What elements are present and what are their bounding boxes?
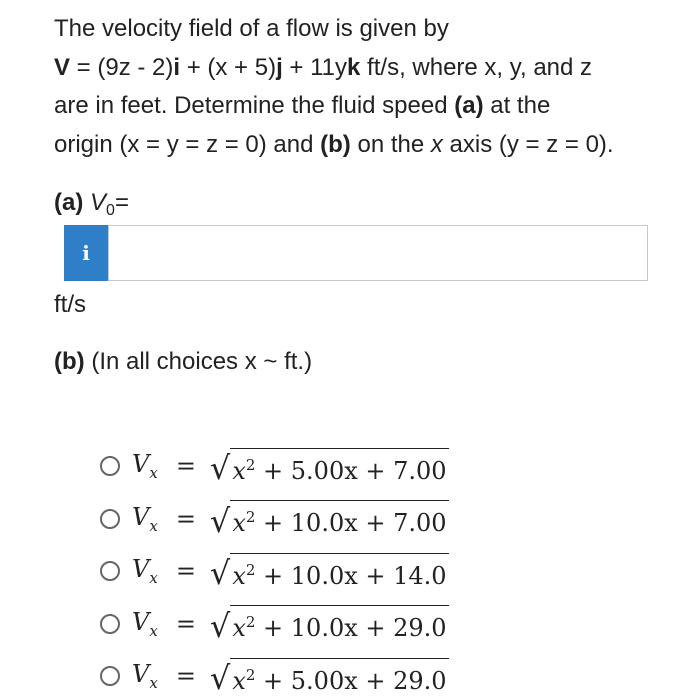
choice-formula: $V_x$ = √ $x^2 + 5.00x + 29.0$	[132, 659, 447, 698]
radio-button[interactable]	[100, 561, 120, 581]
radio-button[interactable]	[100, 666, 120, 686]
problem-line-3: are in feet. Determine the fluid speed (a) at the	[54, 92, 551, 119]
sqrt-icon: √	[209, 554, 231, 593]
problem-line-2: V = (9z - 2)i + (x + 5)j + 11yk ft/s, where x, y, and z	[54, 53, 593, 81]
choice-formula: $V_x$ = √ $x^2 + 10.0x + 14.0$	[132, 554, 447, 593]
vector-v: V	[54, 53, 71, 81]
choice-formula: $V_x$ = √ $x^2 + 5.00x + 7.00$	[132, 449, 447, 488]
answer-input-a[interactable]	[108, 225, 648, 281]
choice-option-1[interactable]	[100, 440, 520, 493]
sqrt-icon: √	[209, 501, 231, 540]
sqrt-icon: √	[209, 659, 231, 698]
choice-option-4[interactable]	[100, 598, 520, 651]
problem-line-4: origin (x = y = z = 0) and (b) on the x axis (y = z = 0).	[54, 130, 614, 158]
choice-option-2[interactable]	[100, 493, 520, 546]
problem-statement	[54, 10, 664, 164]
choice-option-3[interactable]	[100, 545, 520, 598]
choice-list	[100, 440, 520, 700]
answer-row-a	[64, 225, 648, 281]
part-b-label: (b) (In all choices x ~ ft.)	[54, 348, 313, 375]
problem-line-1: The velocity field of a flow is given by	[54, 15, 449, 42]
sqrt-icon: √	[209, 449, 231, 488]
radio-button[interactable]	[100, 509, 120, 529]
radio-button[interactable]	[100, 456, 120, 476]
part-a-label: (a) $V_0=$	[54, 189, 129, 219]
choice-formula: $V_x$ = √ $x^2 + 10.0x + 7.00$	[132, 501, 447, 540]
sqrt-icon: √	[209, 606, 231, 645]
info-icon[interactable]: i	[64, 225, 108, 281]
unit-label: ft/s	[54, 291, 87, 318]
choice-formula: $V_x$ = √ $x^2 + 10.0x + 29.0$	[132, 606, 447, 645]
radio-button[interactable]	[100, 614, 120, 634]
choice-option-5[interactable]	[100, 650, 520, 700]
